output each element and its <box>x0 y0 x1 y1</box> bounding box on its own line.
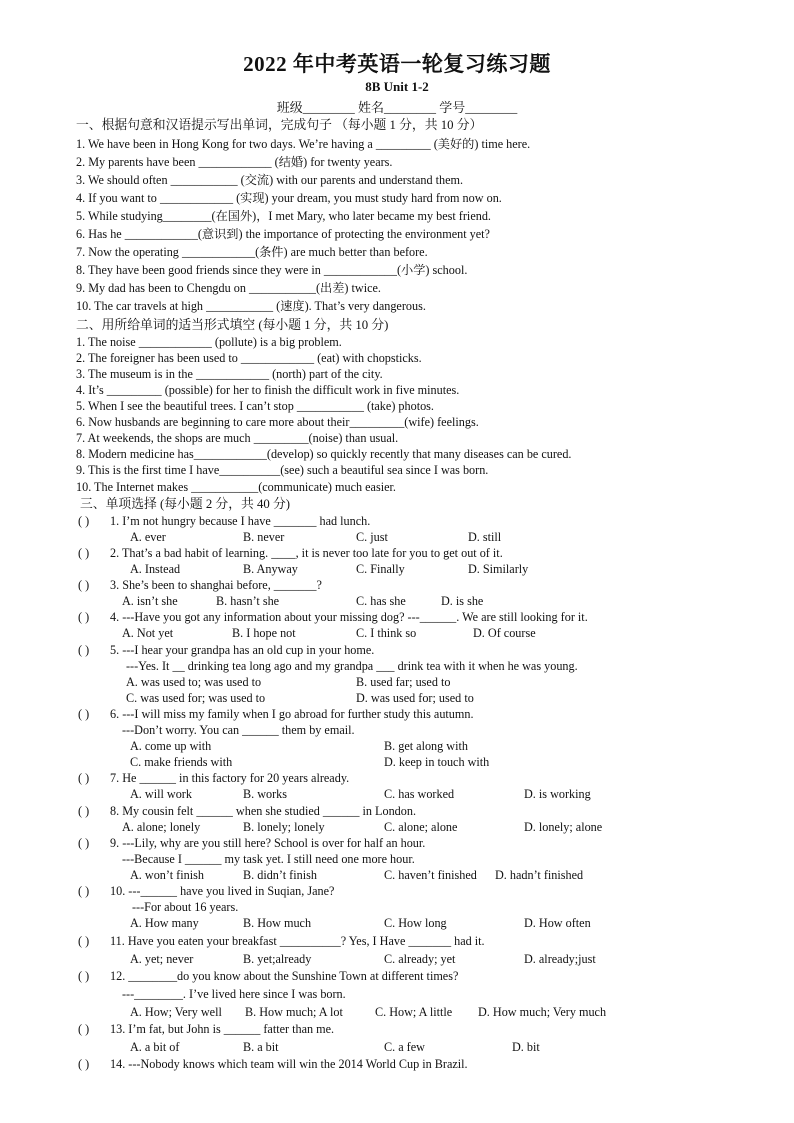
option: D. is she <box>441 594 484 608</box>
option: B. lonely; lonely <box>243 820 325 834</box>
section2-item: 3. The museum is in the ____________ (north) part of the city. <box>76 367 383 381</box>
section1-item: 9. My dad has been to Chengdu on ___________(出差) twice. <box>76 281 381 295</box>
option: A. alone; lonely <box>122 820 201 834</box>
option: B. How much; A lot <box>245 1005 343 1019</box>
option: B. used far; used to <box>356 675 451 689</box>
question-reply: ---________. I’ve lived here since I was born. <box>122 987 346 1001</box>
option: B. How much <box>243 916 312 930</box>
section2-item: 5. When I see the beautiful trees. I can’t stop ___________ (take) photos. <box>76 399 434 413</box>
answer-bracket: ( ) <box>78 836 90 850</box>
answer-bracket: ( ) <box>78 643 90 657</box>
option: B. didn’t finish <box>243 868 317 882</box>
option: C. Finally <box>356 562 405 576</box>
section1-item: 10. The car travels at high ___________ (速度). That’s very dangerous. <box>76 299 426 313</box>
option: C. was used for; was used to <box>126 691 266 705</box>
section1-item: 5. While studying________(在国外)，I met Mary, who later became my best friend. <box>76 209 491 223</box>
answer-bracket: ( ) <box>78 934 90 948</box>
option: A. How many <box>130 916 199 930</box>
question: 10. ---______ have you lived in Suqian, Jane? <box>110 884 335 898</box>
question: 6. ---I will miss my family when I go abroad for further study this autumn. <box>110 707 474 721</box>
option: B. works <box>243 787 288 801</box>
option: B. hasn’t she <box>216 594 280 608</box>
option: D. hadn’t finished <box>495 868 584 882</box>
section2-item: 7. At weekends, the shops are much _________(noise) than usual. <box>76 431 399 445</box>
option: A. Not yet <box>122 626 174 640</box>
option: D. How often <box>524 916 591 930</box>
section2-item: 1. The noise ____________ (pollute) is a big problem. <box>76 335 342 349</box>
answer-bracket: ( ) <box>78 514 90 528</box>
unit-subtitle: 8B Unit 1-2 <box>365 79 429 94</box>
section1-item: 2. My parents have been ____________ (结婚) for twenty years. <box>76 155 393 169</box>
question: 5. ---I hear your grandpa has an old cup in your home. <box>110 643 375 657</box>
section3-heading: 三、单项选择 (每小题 2 分，共 40 分) <box>80 497 291 511</box>
section1-heading: 一、根据句意和汉语提示写出单词，完成句子 （每小题 1 分，共 10 分） <box>76 118 483 132</box>
section1-item: 8. They have been good friends since they were in ____________(小学) school. <box>76 263 468 277</box>
option: D. Of course <box>473 626 536 640</box>
question: 8. My cousin felt ______ when she studied ______ in London. <box>110 804 417 818</box>
answer-bracket: ( ) <box>78 1022 90 1036</box>
option: D. bit <box>512 1040 540 1054</box>
question: 2. That’s a bad habit of learning. ____, it is never too late for you to get out of it. <box>110 546 503 560</box>
answer-bracket: ( ) <box>78 1057 90 1071</box>
student-info-line: 班级________ 姓名________ 学号________ <box>276 100 518 115</box>
option: C. How long <box>384 916 447 930</box>
question-reply: ---Don’t worry. You can ______ them by email. <box>122 723 355 737</box>
option: C. haven’t finished <box>384 868 477 882</box>
question: 4. ---Have you got any information about your missing dog? ---______. We are still looking for it. <box>110 610 588 624</box>
question-reply: ---For about 16 years. <box>132 900 239 914</box>
option: A. won’t finish <box>130 868 204 882</box>
option: B. get along with <box>384 739 468 753</box>
exam-title: 2022 年中考英语一轮复习练习题 <box>243 52 551 76</box>
option: D. is working <box>524 787 591 801</box>
section2-item: 4. It’s _________ (possible) for her to finish the difficult work in five minutes. <box>76 383 460 397</box>
option: B. a bit <box>243 1040 279 1054</box>
option: D. already;just <box>524 952 596 966</box>
option: D. keep in touch with <box>384 755 490 769</box>
option: A. How; Very well <box>130 1005 222 1019</box>
section2-heading: 二、用所给单词的适当形式填空 (每小题 1 分，共 10 分) <box>76 318 389 332</box>
option: C. just <box>356 530 388 544</box>
answer-bracket: ( ) <box>78 707 90 721</box>
option: A. come up with <box>130 739 212 753</box>
option: A. ever <box>130 530 166 544</box>
question-reply: ---Yes. It __ drinking tea long ago and my grandpa ___ drink tea with it when he was young. <box>126 659 578 673</box>
answer-bracket: ( ) <box>78 804 90 818</box>
section1-item: 7. Now the operating ____________(条件) are much better than before. <box>76 245 428 259</box>
question: 1. I’m not hungry because I have _______ had lunch. <box>110 514 371 528</box>
section2-item: 2. The foreigner has been used to ____________ (eat) with chopsticks. <box>76 351 422 365</box>
option: D. How much; Very much <box>478 1005 607 1019</box>
question: 3. She’s been to shanghai before, _______? <box>110 578 322 592</box>
option: A. isn’t she <box>122 594 178 608</box>
option: C. How; A little <box>375 1005 453 1019</box>
section2-item: 10. The Internet makes ___________(communicate) much easier. <box>76 480 396 494</box>
question: 14. ---Nobody knows which team will win the 2014 World Cup in Brazil. <box>110 1057 468 1071</box>
question: 13. I’m fat, but John is ______ fatter than me. <box>110 1022 335 1036</box>
section1-item: 4. If you want to ____________ (实现) your dream, you must study hard from now on. <box>76 191 502 205</box>
section2-item: 6. Now husbands are beginning to care more about their_________(wife) feelings. <box>76 415 479 429</box>
option: D. lonely; alone <box>524 820 603 834</box>
question: 12. ________do you know about the Sunshine Town at different times? <box>110 969 459 983</box>
option: B. Anyway <box>243 562 298 576</box>
section1-item: 6. Has he ____________(意识到) the importance of protecting the environment yet? <box>76 227 490 241</box>
option: A. a bit of <box>130 1040 180 1054</box>
question-reply: ---Because I ______ my task yet. I still need one more hour. <box>122 852 415 866</box>
section2-item: 9. This is the first time I have__________(see) such a beautiful sea since I was born. <box>76 463 489 477</box>
option: A. Instead <box>130 562 181 576</box>
option: C. has worked <box>384 787 455 801</box>
answer-bracket: ( ) <box>78 884 90 898</box>
option: C. I think so <box>356 626 417 640</box>
question: 9. ---Lily, why are you still here? School is over for half an hour. <box>110 836 426 850</box>
section2-item: 8. Modern medicine has____________(develop) so quickly recently that many diseases can be cured. <box>76 447 572 461</box>
option: A. will work <box>130 787 192 801</box>
option: D. Similarly <box>468 562 529 576</box>
option: B. I hope not <box>232 626 296 640</box>
section1-item: 3. We should often ___________ (交流) with our parents and understand them. <box>76 173 464 187</box>
option: C. alone; alone <box>384 820 458 834</box>
answer-bracket: ( ) <box>78 578 90 592</box>
option: C. has she <box>356 594 406 608</box>
answer-bracket: ( ) <box>78 771 90 785</box>
question: 11. Have you eaten your breakfast __________? Yes, I Have _______ had it. <box>110 934 485 948</box>
answer-bracket: ( ) <box>78 546 90 560</box>
answer-bracket: ( ) <box>78 969 90 983</box>
section1-item: 1. We have been in Hong Kong for two days. We’re having a _________ (美好的) time here. <box>76 137 531 151</box>
answer-bracket: ( ) <box>78 610 90 624</box>
option: D. still <box>468 530 502 544</box>
option: B. yet;already <box>243 952 312 966</box>
option: C. a few <box>384 1040 425 1054</box>
option: D. was used for; used to <box>356 691 474 705</box>
option: A. was used to; was used to <box>126 675 262 689</box>
option: C. already; yet <box>384 952 456 966</box>
question: 7. He ______ in this factory for 20 years already. <box>110 771 350 785</box>
option: A. yet; never <box>130 952 194 966</box>
option: C. make friends with <box>130 755 233 769</box>
option: B. never <box>243 530 285 544</box>
